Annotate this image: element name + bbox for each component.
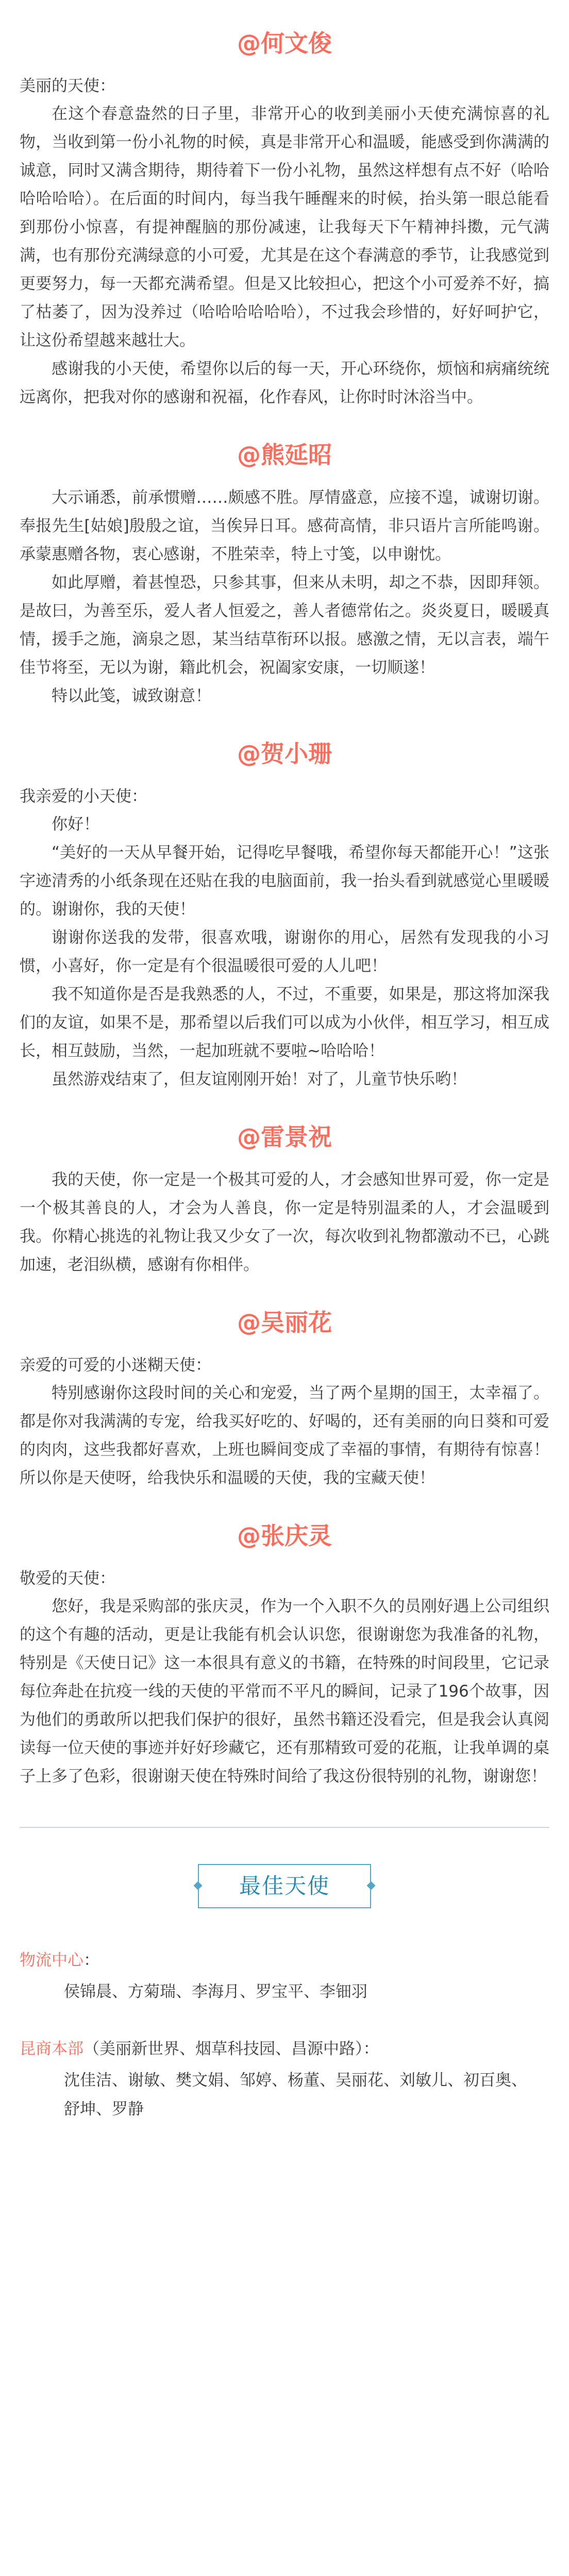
category-title (20, 1947, 549, 1973)
paragraph: 特别感谢你这段时间的关心和宠爱，当了两个星期的国王，太幸福了。都是你对我满满的专宠，给我买好吃的、好喝的，还有美丽的向日葵和可爱的肉肉，这些我都好喜欢，上班也瞬间变成了幸福的事情，有期待有惊喜！所以你是天使呀，给我快乐和温暖的天使，我的宝藏天使！ (20, 1384, 549, 1487)
best-angel-title: 最佳天使 (239, 1873, 330, 1899)
sender-name: @雷景祝 (237, 1123, 332, 1151)
paragraph: 大示诵悉，前承惯赠……颇感不胜。厚情盛意，应接不遑，诚谢切谢。奉报先生[姑娘]殷殷之谊，当俟异日耳。感荷高情，非只语片言所能鸣谢。承蒙惠赠各物，衷心感谢，不胜荣幸，特上寸笺，以申谢忱。 (20, 488, 549, 564)
paragraph: 你好！ (52, 815, 99, 834)
paragraph: 特以此笺，诚致谢意！ (52, 687, 211, 705)
greeting: 亲爱的可爱的小迷糊天使： (20, 1356, 211, 1375)
sender-name: @贺小珊 (237, 740, 332, 768)
best-angel-list (0, 1947, 569, 2124)
sender-name: @何文俊 (237, 29, 332, 57)
paragraph: 我不知道你是否是我熟悉的人，不过，不重要，如果是，那这将加深我们的友谊，如果不是，那希望以后我们可以成为小伙伴，相互学习，相互成长，相互鼓励，当然，一起加班就不要啦~哈哈哈！ (20, 985, 549, 1060)
diamond-left-icon (193, 1882, 202, 1890)
paragraph: 您好，我是采购部的张庆灵，作为一个入职不久的员刚好遇上公司组织的这个有趣的活动，更是让我能有机会认识您，很谢谢您为我准备的礼物，特别是《天使日记》这一本很具有意义的书籍，在特殊的时间段里，它记录每位奔赴在抗疫一线的天使的平常而不平凡的瞬间，记录了196个故事，因为他们的勇敢所以把我们保护的很好，虽然书籍还没看完，但是我会认真阅读每一位天使的事迹并好好珍藏它，还有那精致可爱的花瓶，让我单调的桌子上多了色彩，很谢谢天使在特殊时间给了我这份很特别的礼物，谢谢您！ (20, 1597, 549, 1786)
best-angel-badge (198, 1864, 371, 1908)
paragraph: 如此厚赠，着甚惶恐，只参其事，但来从未明，却之不恭，因即拜领。是故曰，为善至乐，爱人者人恒爱之，善人者德常佑之。炎炎夏日，暖暖真情，援手之施，滴泉之恩，某当结草衔环以报。感激之情，无以言表，端午佳节将至，无以为谢，籍此机会，祝阖家安康，一切顺遂！ (20, 573, 549, 677)
category-sub: ： (83, 1951, 99, 1970)
greeting: 我亲爱的小天使： (20, 787, 147, 806)
message-section-4 (0, 1094, 569, 1279)
best-angel-header (0, 1828, 569, 1929)
paragraph: 谢谢你送我的发带，很喜欢哦，谢谢你的用心，居然有发现我的小习惯，小喜好，你一定是有个很温暖很可爱的人儿吧！ (20, 928, 549, 975)
message-section-3 (0, 710, 569, 1094)
category-sub: （美丽新世界、烟草科技园、昌源中路）： (83, 2040, 379, 2058)
sender-name: @吴丽花 (237, 1309, 332, 1336)
paragraph: 虽然游戏结束了，但友谊刚刚开始！对了，儿童节快乐哟！ (52, 1070, 467, 1089)
paragraph: 我的天使，你一定是一个极其可爱的人，才会感知世界可爱，你一定是一个极其善良的人，才会为人善良，你一定是特别温柔的人，才会温暖到我。你精心挑选的礼物让我又少女了一次，每次收到礼物都激动不已，心跳加速，老泪纵横，感谢有你相伴。 (20, 1171, 549, 1274)
category-names: 侯锦晨、方菊瑞、李海月、罗宝平、李钿羽 (64, 1982, 367, 2001)
message-section-5 (0, 1279, 569, 1493)
sender-name: @熊延昭 (237, 441, 332, 469)
message-section-6 (0, 1493, 569, 1791)
paragraph: “美好的一天从早餐开始，记得吃早餐哦，希望你每天都能开心！”这张字迹清秀的小纸条现在还贴在我的电脑面前，我一抬头看到就感觉心里暖暖的。谢谢你，我的天使！ (20, 843, 549, 919)
message-section-2 (0, 412, 569, 710)
category-title (20, 2036, 549, 2062)
diamond-right-icon (367, 1882, 376, 1890)
paragraph: 在这个春意盎然的日子里，非常开心的收到美丽小天使充满惊喜的礼物，当收到第一份小礼物的时候，真是非常开心和温暖，能感受到你满满的诚意，同时又满含期待，期待着下一份小礼物，虽然这样想有点不好（哈哈哈哈哈哈）。在后面的时间内，每当我午睡醒来的时候，抬头第一眼总能看到那份小惊喜，有提神醒脑的那份减速，让我每天下午精神抖擞，元气满满，也有那份充满绿意的小可爱，尤其是在这个春满意的季节，让我感觉到更要努力，每一天都充满希望。但是又比较担心，把这个小可爱养不好，搞了枯萎了，因为没养过（哈哈哈哈哈哈），不过我会珍惜的，好好呵护它，让这份希望越来越壮大。 (20, 105, 549, 350)
greeting: 美丽的天使： (20, 77, 115, 95)
category-label: 物流中心 (20, 1951, 83, 1970)
category-label: 昆商本部 (20, 2040, 83, 2058)
sender-name: @张庆灵 (237, 1522, 332, 1550)
paragraph: 感谢我的小天使，希望你以后的每一天，开心环绕你，烦恼和病痛统统远离你，把我对你的感谢和祝福，化作春风，让你时时沐浴当中。 (20, 360, 549, 406)
category-names: 沈佳洁、谢敏、樊文娟、邹婷、杨董、吴丽花、刘敏儿、初百奥、舒坤、罗静 (64, 2071, 527, 2119)
message-section-1 (0, 0, 569, 412)
greeting: 敬爱的天使： (20, 1569, 115, 1588)
